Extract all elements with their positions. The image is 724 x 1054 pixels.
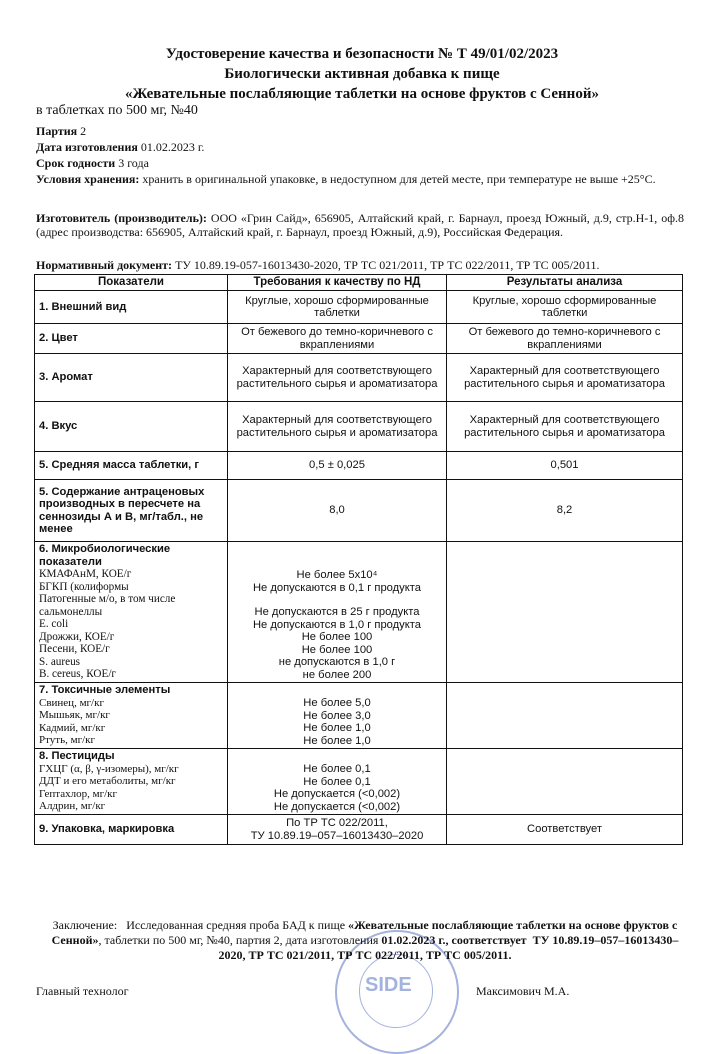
pest-item: ГХЦГ (α, β, γ-изомеры), мг/кг [39,762,179,775]
normative-doc-line: Нормативный документ: ТУ 10.89.19-057-16013430-2020, ТР ТС 021/2011, ТР ТС 022/2011, ТР ТС 005/2011. [36,258,600,272]
table-row [35,354,683,402]
micro-item: Дрожжи, КОЕ/г [39,630,115,643]
product-form: в таблетках по 500 мг, №40 [36,103,198,118]
pack-req: По ТР ТС 022/2011, [286,817,388,829]
section-title: 6. Микробиологические показатели [39,543,171,568]
row-result: 0,501 [447,452,683,480]
pest-req: Не более 0,1 [303,775,371,788]
quality-table [34,274,683,845]
table-row [35,452,683,480]
column-header: Результаты анализа [447,275,683,291]
row-name: 4. Вкус [39,420,78,433]
micro-req: Не более 5х10⁴ [296,569,378,581]
row-requirement: Характерный для соответствующего растительного сырья и ароматизатора [228,402,447,452]
pest-req: Не более 0,1 [303,763,371,775]
micro-item: КМАФАнМ, КОЕ/г [39,568,132,580]
toxic-item: Кадмий, мг/кг [39,721,106,734]
row-name: 9. Упаковка, маркировка [39,823,175,836]
toxic-req: Не более 5,0 [303,697,371,709]
micro-item: B. cereus, КОЕ/г [39,668,117,680]
table-row [35,402,683,452]
table-row-toxic [35,683,683,749]
micro-item: S. aureus [39,655,81,668]
stamp-mark: SIDE [365,974,412,996]
table-row-micro [35,542,683,683]
row-name: 1. Внешний вид [39,300,127,313]
manufactured-line: Дата изготовления 01.02.2023 г. [36,140,205,154]
table-row [35,324,683,354]
section-title: 8. Пестициды [39,750,115,762]
micro-req: Не более 100 [301,631,373,643]
micro-req: не более 200 [302,668,372,681]
shelf-life-line: Срок годности 3 года [36,156,149,170]
toxic-item: Ртуть, мг/кг [39,734,95,746]
micro-req: Не допускаются в 0,1 г продукта [252,581,422,594]
batch-line: Партия 2 [36,124,87,138]
table-row [35,291,683,324]
conclusion: Заключение: Исследованная средняя проба БАД к пище «Жевательные послабляющие таблетки на основе фруктов с Сенной», таблетки по 500 мг, №40, партия 2, дата изготовления 01.02.2023 г., соответствует ТУ 10.89.19–057–16013430–2020, ТР ТС 021/2011, ТР ТС 022/2011, ТР ТС 005/2011. [51,918,679,962]
toxic-item: Мышьяк, мг/кг [39,709,110,721]
pest-req: Не допускается (<0,002) [273,800,401,813]
row-result: От бежевого до темно-коричневого с вкраплениями [447,324,683,354]
pest-item: ДДТ и его метаболиты, мг/кг [39,775,176,787]
manufacturer-line: Изготовитель (производитель): ООО «Грин Сайд», 656905, Алтайский край, г. Барнаул, проезд Южный, д.9, стр.Н-1, оф.8 (адрес производства: 656905, Алтайский край, г. Барнаул, проезд Южный, д.9), Российская Федерация. [36,211,685,239]
pest-item: Алдрин, мг/кг [39,800,106,812]
pack-result: Соответствует [447,815,683,845]
pest-req: Не допускается (<0,002) [273,788,401,800]
toxic-item: Свинец, мг/кг [39,696,104,709]
pest-item: Гептахлор, мг/кг [39,787,117,800]
row-result: Круглые, хорошо сформированные таблетки [447,291,683,324]
pack-req: ТУ 10.89.19–057–16013430–2020 [250,829,424,842]
micro-req: Не допускаются в 1,0 г продукта [252,618,422,631]
row-name: 5. Средняя масса таблетки, г [39,459,200,472]
signer-role: Главный технолог [36,984,129,998]
column-header: Требования к качеству по НД [228,275,447,291]
micro-req: Не более 100 [301,643,373,656]
signer-name: Максимович М.А. [476,984,570,998]
row-requirement: От бежевого до темно-коричневого с вкраплениями [228,324,447,354]
product-name: «Жевательные послабляющие таблетки на основе фруктов с Сенной» [125,86,599,102]
toxic-req: Не более 3,0 [303,709,371,722]
doc-subtitle: Биологически активная добавка к пище [224,66,500,82]
row-name: 2. Цвет [39,332,78,345]
row-requirement: 0,5 ± 0,025 [228,452,447,480]
toxic-req: Не более 1,0 [303,734,371,747]
row-requirement: 8,0 [228,480,447,542]
column-header: Показатели [35,275,228,291]
storage-line: Условия хранения: хранить в оригинальной упаковке, в недоступном для детей месте, при температуре не выше +25°С. [36,172,656,186]
micro-item: Песени, КОЕ/г [39,643,110,655]
doc-title: Удостоверение качества и безопасности № Т 49/01/02/2023 [165,46,559,62]
micro-req: не допускаются в 1,0 г [278,656,396,668]
table-row-pesticides [35,749,683,815]
micro-item: Патогенные м/о, в том числе сальмонеллы [39,593,176,618]
table-row [35,480,683,542]
row-name: 3. Аромат [39,371,93,384]
row-result: Характерный для соответствующего растительного сырья и ароматизатора [447,354,683,402]
toxic-req: Не более 1,0 [303,722,371,734]
row-name: 5. Содержание антраценовых производных в пересчете на сеннозиды А и В, мг/табл., не менее [39,485,205,535]
row-result: Характерный для соответствующего растительного сырья и ароматизатора [447,402,683,452]
row-requirement: Характерный для соответствующего растительного сырья и ароматизатора [228,354,447,402]
micro-item: E. coli [39,618,69,630]
table-header-row [35,275,683,291]
row-result: 8,2 [447,480,683,542]
table-row-packaging [35,815,683,845]
micro-item: БГКП (колиформы [39,580,129,593]
section-title: 7. Токсичные элементы [39,684,171,696]
micro-req: Не допускаются в 25 г продукта [254,606,420,618]
row-requirement: Круглые, хорошо сформированные таблетки [228,291,447,324]
